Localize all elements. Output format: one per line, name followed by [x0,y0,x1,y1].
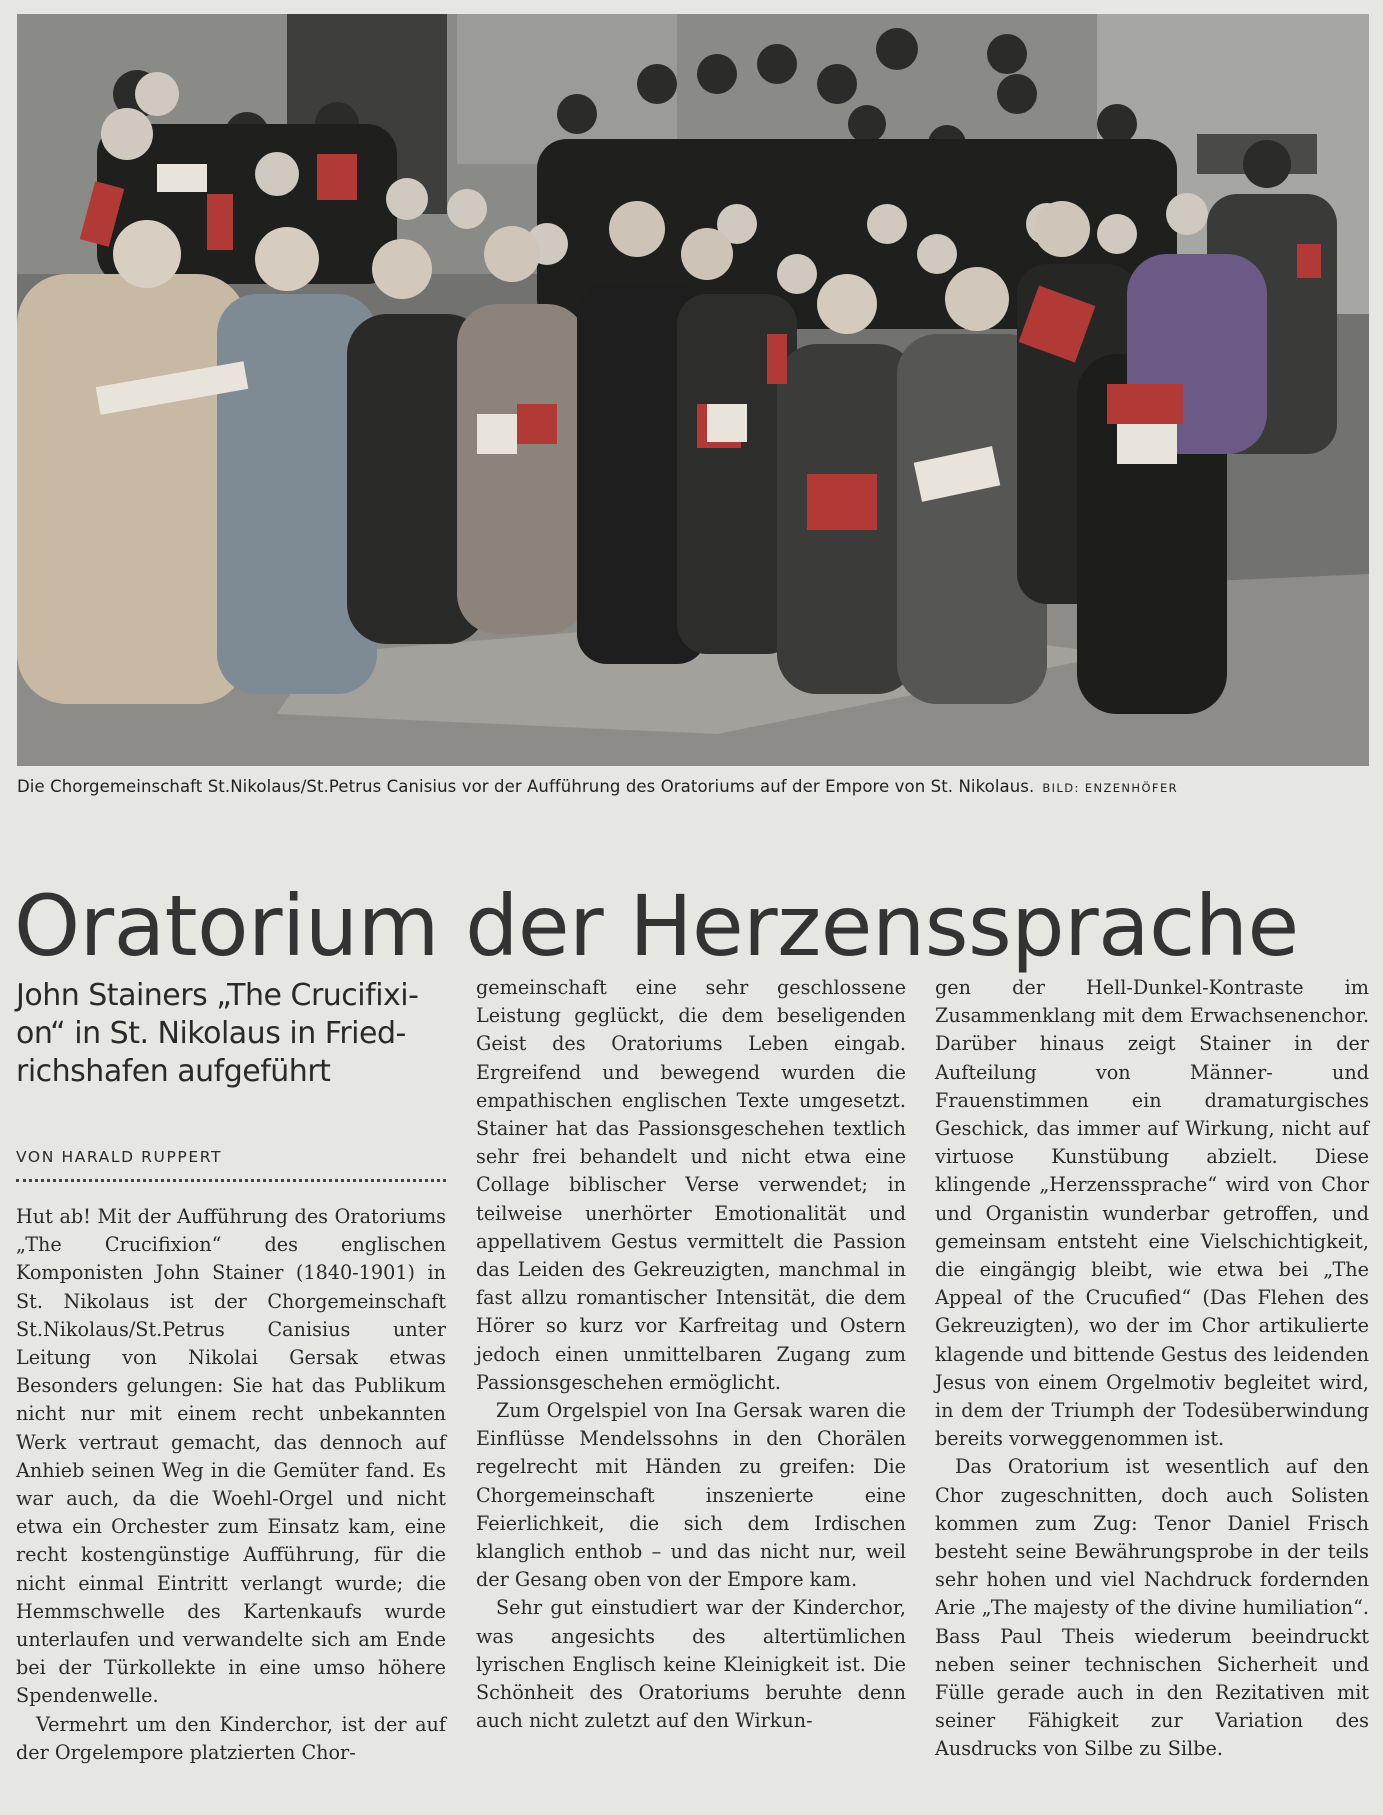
choir-photo [17,14,1369,766]
photo-credit: BILD: ENZENHÖFER [1042,781,1179,795]
article-column-1 [16,1203,446,1767]
paragraph: Sehr gut einstudiert war der Kinderchor, was angesichts des altertümlichen lyrischen Englisch keine Kleinigkeit ist. Die Schönheit des Oratoriums beruhte denn auch nicht zuletzt auf den Wirkun- [476,1596,906,1733]
article-column-2 [476,974,906,1735]
paragraph: gen der Hell-Dunkel-Kontraste im Zusammenklang mit dem Erwachsenenchor. Darüber hinaus zeigt Stainer in der Aufteilung von Männer- und Frauenstimmen ein dramaturgisches Geschick, das immer auf Wirkung, nicht auf virtuose Kunstübung abzielt. Diese klingende „Herzenssprache“ wird von Chor und Organistin wunderbar getroffen, und gemeinsam entsteht eine Vielschichtigkeit, die eingängig bleibt, wie etwa bei „The Appeal of the Crucufied“ (Das Flehen des Gekreuzigten), wo der im Chor artikulierte klagende und bittende Gestus des leidenden Jesus von einem Orgelmotiv begleitet wird, in dem der Triumph der Todesüberwindung bereits vorweggenommen ist. [935,976,1369,1451]
paragraph: Hut ab! Mit der Aufführung des Oratoriums „The Crucifixion“ des englischen Komponisten John Stainer (1840-1901) in St. Nikolaus ist der Chorgemeinschaft St.Nikolaus/St.Petrus Canisius unter Leitung von Nikolai Gersak etwas Besonders gelungen: Sie hat das Publikum nicht nur mit einem recht unbekannten Werk vertraut gemacht, das dennoch auf Anhieb seinen Weg in die Gemüter fand. Es war auch, da die Woehl-Orgel und nicht etwa ein Orchester zum Einsatz kam, eine recht kostengünstige Aufführung, für die nicht einmal Eintritt verlangt wurde; die Hemmschwelle des Kartenkaufs wurde unterlaufen und verwandelte sich am Ende bei der Türkollekte in eine umso höhere Spendenwelle. [16,1205,446,1708]
paragraph: Zum Orgelspiel von Ina Gersak waren die Einflüsse Mendelssohns in den Chorälen regelrecht mit Händen zu greifen: Die Chorgemeinschaft inszenierte eine Feierlichkeit, die sich dem Irdischen klanglich enthob – und das nicht nur, weil der Gesang oben von der Empore kam. [476,1399,906,1592]
photo-caption [17,777,1369,796]
article-byline: VON HARALD RUPPERT [16,1148,223,1166]
paragraph: Das Oratorium ist wesentlich auf den Chor zugeschnitten, doch auch Solisten kommen zum Zug: Tenor Daniel Frisch besteht seine Bewährungsprobe in der teils sehr hohen und viel Nachdruck fordernden Arie „The majesty of the divine humiliation“. Bass Paul Theis wiederum beeindruckt neben seiner technischen Sicherheit und Fülle gerade auch in den Rezitativen mit seiner Fähigkeit zur Variation des Ausdrucks von Silbe zu Silbe. [935,1455,1369,1761]
paragraph: Vermehrt um den Kinderchor, ist der auf der Orgelempore platzierten Chor- [16,1712,446,1764]
paragraph: gemeinschaft eine sehr geschlossene Leistung geglückt, die dem beseligenden Geist des Oratoriums Leben eingab. Ergreifend und bewegend wurden die empathischen englischen Texte umgesetzt. Stainer hat das Passionsgeschehen textlich sehr frei behandelt und nicht etwa eine Collage biblischer Verse verwendet; in teilweise unerhörter Emotionalität und appellativem Gestus vermittelt die Passion das Leiden des Gekreuzigten, manchmal in fast allzu romantischer Intensität, die dem Hörer so kurz vor Karfreitag und Ostern jedoch einen unmittelbaren Zugang zum Passionsgeschehen ermöglicht. [476,976,906,1394]
article-column-3 [935,974,1369,1764]
byline-divider [16,1179,446,1182]
article-subhead: John Stainers „The Crucifixi-on“ in St. Nikolaus in Fried-richshafen aufgeführt [16,978,419,1089]
caption-text: Die Chorgemeinschaft St.Nikolaus/St.Petrus Canisius vor der Aufführung des Oratoriums auf der Empore von St. Nikolaus. [17,777,1035,796]
article-headline: Oratorium der Herzenssprache [14,877,1299,976]
